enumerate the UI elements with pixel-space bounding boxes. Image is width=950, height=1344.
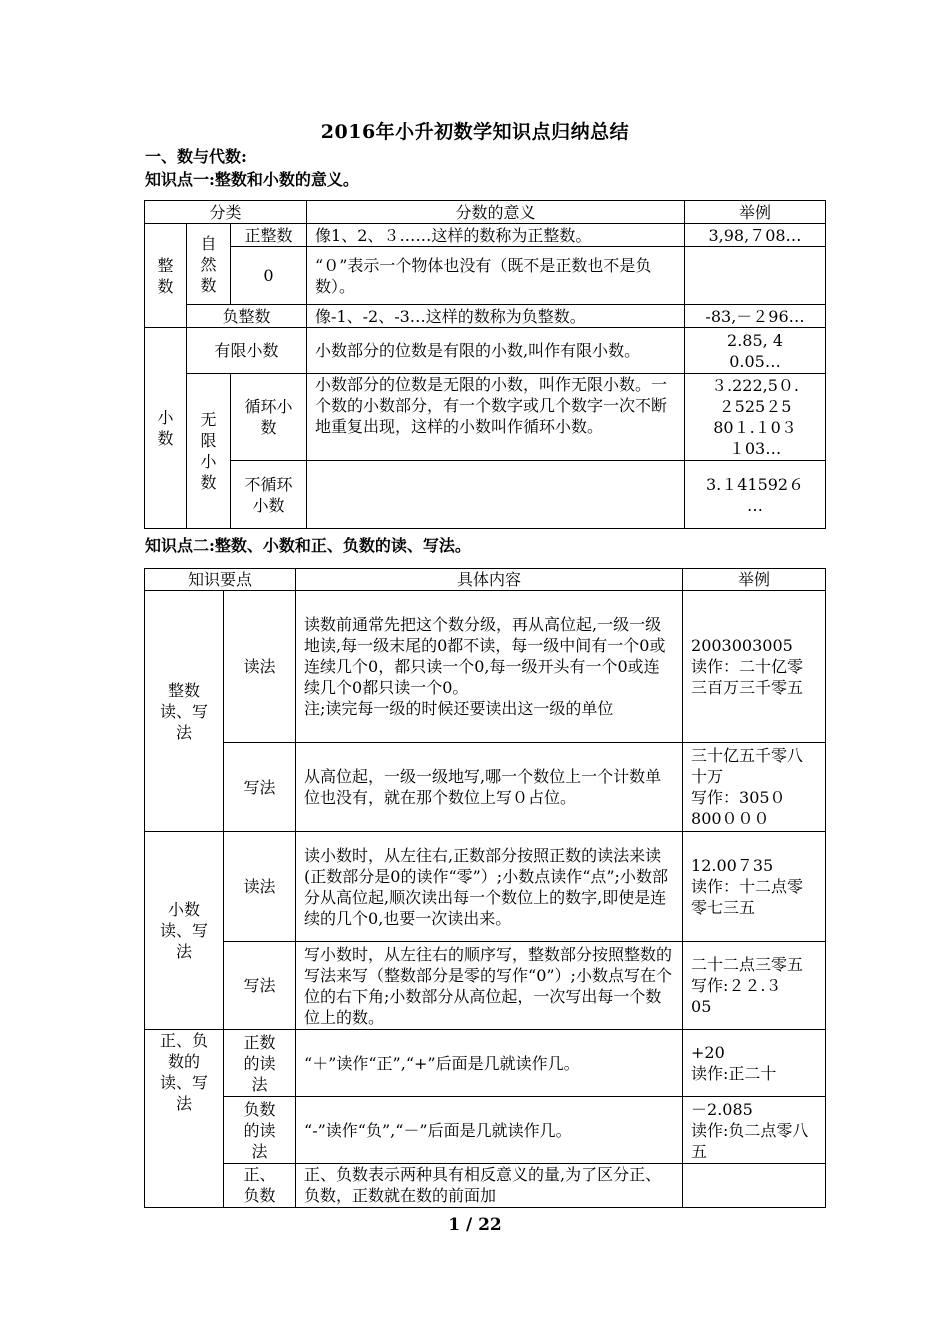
section-heading: 一、数与代数: (145, 147, 247, 166)
table-cell-label: 负整数 (187, 305, 307, 328)
document-title: 2016年小升初数学知识点归纳总结 (320, 121, 630, 143)
table-cell-content: 读数前通常先把这个数分级，再从高位起,一级一级地读,每一级末尾的0都不读，每一级中间有一个0或连续几个0，都只读一个0,每一级开头有一个0或连续几个0都只读一个0。 注;读完每一级的时候还要读出这一级的单位 (296, 591, 683, 743)
decimal-read-write-group: 小数 读、写 法 (145, 832, 224, 1030)
table-cell-meaning (307, 461, 685, 529)
table-cell-example: 2003003005 读作：二十亿零三百万三千零五 (683, 591, 826, 743)
table-header-meaning: 分数的意义 (307, 201, 685, 224)
table-cell-content: “＋”读作“正”,“+”后面是几就读作几。 (296, 1030, 683, 1097)
table-cell-example: -83,－２96… (685, 305, 826, 328)
table-header-example: 举例 (685, 201, 826, 224)
table-cell-content: 从高位起，一级一级地写,哪一个数位上一个计数单位也没有，就在那个数位上写０占位。 (296, 743, 683, 832)
table-cell-content: “-”读作“负”,“－”后面是几就读作几。 (296, 1097, 683, 1164)
table-cell-meaning: 像1、2、３……这样的数称为正整数。 (307, 224, 685, 247)
table-cell-example: 二十二点三零五 写作:２２.３ 05 (683, 942, 826, 1030)
table-cell-label: 正整数 (231, 224, 307, 247)
table-header-example: 举例 (683, 569, 826, 591)
table-header-content: 具体内容 (296, 569, 683, 591)
knowledge-point-2-heading: 知识点二:整数、小数和正、负数的读、写法。 (145, 536, 471, 555)
table-cell-example: 3.１41592６ … (685, 461, 826, 529)
natural-number-group-label: 自 然 数 (187, 224, 231, 305)
table-cell-example (683, 1164, 826, 1208)
table-cell-label: 读法 (224, 832, 296, 942)
table-cell-label: 读法 (224, 591, 296, 743)
table-cell-label: 写法 (224, 743, 296, 832)
table-cell-label: 有限小数 (187, 328, 307, 374)
table-cell-meaning: 小数部分的位数是无限的小数，叫作无限小数。一个数的小数部分，有一个数字或几个数字一次不断地重复出现，这样的小数叫作循环小数。 (307, 374, 685, 461)
table-cell-example: －2.085 读作:负二点零八五 (683, 1097, 826, 1164)
table-integer-decimal-meaning (144, 200, 826, 529)
table-read-write-rules (144, 568, 826, 1208)
table-cell-meaning: 小数部分的位数是有限的小数,叫作有限小数。 (307, 328, 685, 374)
table-cell-example: 三十亿五千零八十万 写作：305０ 800０００ (683, 743, 826, 832)
table-cell-content: 读小数时，从左往右,正数部分按照正数的读法来读(正数部分是0的读作“零”）;小数点读作“点”;小数部分从高位起,顺次读出每一个数位上的数字,即使是连续的几个0,也要一次读出来。 (296, 832, 683, 942)
table-cell-meaning: 像-1、-2、-3…这样的数称为负整数。 (307, 305, 685, 328)
decimal-group-label: 小 数 (145, 328, 187, 529)
table-cell-example: +20 读作:正二十 (683, 1030, 826, 1097)
table-cell-label: 写法 (224, 942, 296, 1030)
table-cell-meaning: “０”表示一个物体也没有（既不是正数也不是负数）。 (307, 247, 685, 305)
table-header-category: 分类 (145, 201, 307, 224)
page-number: 1 / 22 (448, 1215, 502, 1235)
table-cell-example: 2.85, 4 0.05… (685, 328, 826, 374)
knowledge-point-1-heading: 知识点一:整数和小数的意义。 (145, 170, 359, 189)
table-cell-label: 循环小 数 (231, 374, 307, 461)
table-cell-label: 正数 的读 法 (224, 1030, 296, 1097)
table-cell-content: 写小数时，从左往右的顺序写，整数部分按照整数的写法来写（整数部分是零的写作“0”）;小数点写在个位的右下角;小数部分从高位起，一次写出每一个数位上的数。 (296, 942, 683, 1030)
table-cell-example: ３.222,5０. ２525２5 80１.１0３ １03… (685, 374, 826, 461)
positive-negative-read-write-group: 正、负 数的 读、写 法 (145, 1030, 224, 1208)
table-cell-label: 正、 负数 (224, 1164, 296, 1208)
table-cell-example (685, 247, 826, 305)
table-header-key-point: 知识要点 (145, 569, 296, 591)
table-cell-label: 不循环 小数 (231, 461, 307, 529)
table-cell-example: 3,98,７08… (685, 224, 826, 247)
table-cell-label: 0 (231, 247, 307, 305)
integer-read-write-group: 整数 读、写 法 (145, 591, 224, 832)
infinite-decimal-group-label: 无 限 小 数 (187, 374, 231, 529)
integer-group-label: 整 数 (145, 224, 187, 328)
table-cell-example: 12.00７35 读作：十二点零零七三五 (683, 832, 826, 942)
table-cell-content: 正、负数表示两种具有相反意义的量,为了区分正、负数，正数就在数的前面加 (296, 1164, 683, 1208)
table-cell-label: 负数 的读 法 (224, 1097, 296, 1164)
